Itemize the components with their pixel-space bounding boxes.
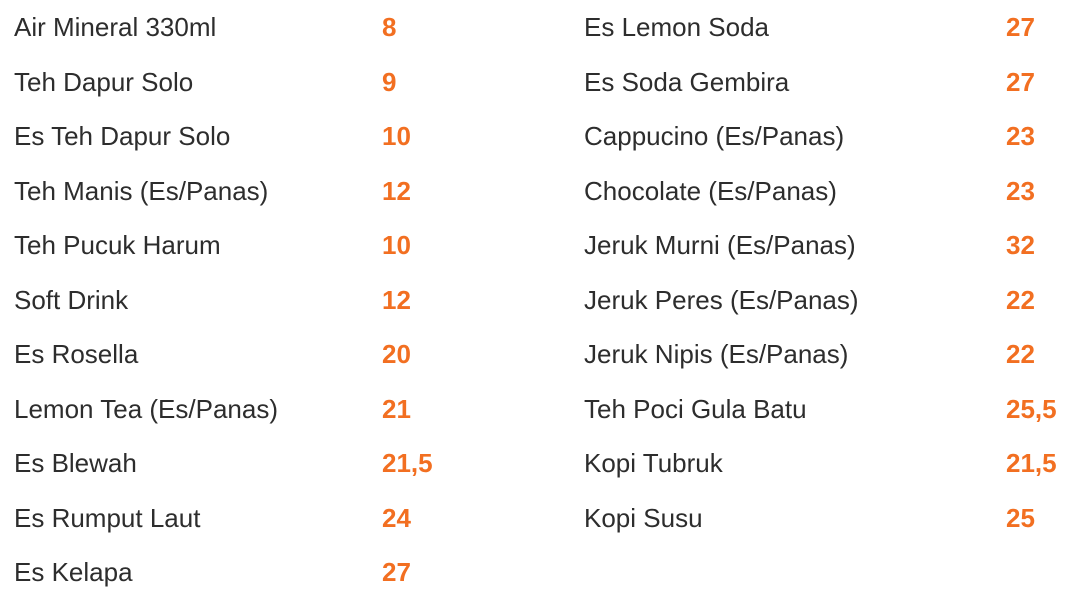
menu-item-price: 27 — [1006, 12, 1035, 43]
menu-item-price: 21 — [382, 393, 411, 424]
menu-item-price: 12 — [382, 284, 411, 315]
menu-item-name: Jeruk Nipis (Es/Panas) — [584, 339, 849, 370]
menu-item — [14, 382, 411, 437]
menu-item — [14, 273, 411, 328]
menu-item-price: 9 — [382, 66, 397, 97]
menu-item-name: Soft Drink — [14, 284, 129, 315]
menu-item-name: Es Rumput Laut — [14, 502, 201, 533]
menu-item-name: Teh Dapur Solo — [14, 66, 194, 97]
menu-item — [584, 436, 1057, 491]
menu-item — [14, 436, 433, 491]
menu-item-name: Es Rosella — [14, 339, 139, 370]
menu-item-name: Kopi Susu — [584, 502, 703, 533]
menu-item — [14, 109, 411, 164]
menu-item — [584, 164, 1035, 219]
menu-item-price: 12 — [382, 175, 411, 206]
menu-item — [14, 491, 411, 546]
menu-item-price: 8 — [382, 12, 397, 43]
menu-item — [14, 218, 411, 273]
menu-column-right — [584, 0, 1057, 545]
menu-item-price: 10 — [382, 121, 411, 152]
menu-item — [14, 164, 411, 219]
menu-item-name: Teh Manis (Es/Panas) — [14, 175, 269, 206]
menu-item — [14, 327, 411, 382]
menu-item-name: Air Mineral 330ml — [14, 12, 217, 43]
menu-item — [584, 491, 1035, 546]
menu-item-name: Es Soda Gembira — [584, 66, 790, 97]
menu-item-price: 27 — [1006, 66, 1035, 97]
menu-item — [584, 0, 1035, 55]
menu-item-price: 23 — [1006, 121, 1035, 152]
menu-item-price: 20 — [382, 339, 411, 370]
menu-item-name: Jeruk Murni (Es/Panas) — [584, 230, 856, 261]
menu-item-name: Kopi Tubruk — [584, 448, 723, 479]
menu-item-price: 21,5 — [1006, 448, 1057, 479]
menu-item-name: Cappucino (Es/Panas) — [584, 121, 845, 152]
menu-item — [14, 55, 397, 110]
menu-item — [584, 109, 1035, 164]
menu-item-name: Es Kelapa — [14, 557, 133, 588]
menu-item-price: 10 — [382, 230, 411, 261]
menu-item-price: 27 — [382, 557, 411, 588]
menu-item-price: 22 — [1006, 284, 1035, 315]
menu-item — [584, 382, 1057, 437]
menu-item-name: Es Blewah — [14, 448, 137, 479]
menu-item — [584, 273, 1035, 328]
menu-item-price: 21,5 — [382, 448, 433, 479]
menu-item-name: Chocolate (Es/Panas) — [584, 175, 837, 206]
menu-item — [584, 327, 1035, 382]
menu-item-price: 25 — [1006, 502, 1035, 533]
menu-item — [584, 218, 1035, 273]
menu-item-name: Teh Pucuk Harum — [14, 230, 221, 261]
menu-item-name: Es Lemon Soda — [584, 12, 770, 43]
menu-item — [584, 55, 1035, 110]
menu-item-price: 24 — [382, 502, 411, 533]
menu-item-name: Lemon Tea (Es/Panas) — [14, 393, 278, 424]
menu-item-price: 32 — [1006, 230, 1035, 261]
menu-item-price: 25,5 — [1006, 393, 1057, 424]
menu-item-name: Teh Poci Gula Batu — [584, 393, 807, 424]
menu-item — [14, 545, 411, 600]
menu-item-price: 23 — [1006, 175, 1035, 206]
menu-item-name: Es Teh Dapur Solo — [14, 121, 231, 152]
menu-item-name: Jeruk Peres (Es/Panas) — [584, 284, 859, 315]
menu-column-left — [14, 0, 433, 600]
menu-item-price: 22 — [1006, 339, 1035, 370]
menu-item — [14, 0, 397, 55]
